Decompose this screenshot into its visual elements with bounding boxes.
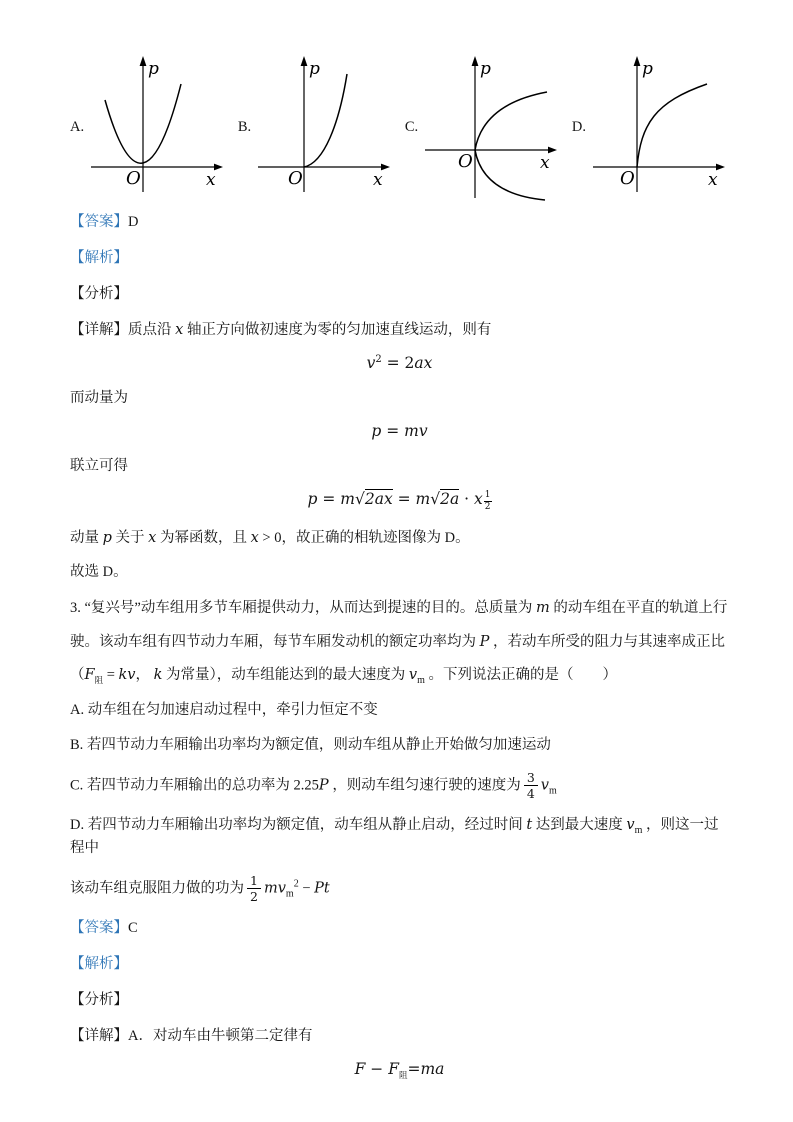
var-mv: mv [263, 880, 286, 897]
p-axis-label: p [480, 59, 492, 79]
option-c-label: C. [404, 118, 419, 135]
var-F: F [84, 667, 95, 684]
graph-option-a [70, 52, 227, 202]
graph-option-c [405, 52, 561, 202]
graph-option-b [238, 52, 394, 202]
jiexi-tag: 【解析】 [70, 956, 128, 973]
var-p: p [371, 422, 382, 441]
q3-option-a [70, 700, 729, 722]
equals: = [392, 490, 416, 509]
fraction-one-half [247, 873, 261, 905]
formula-v-squared [70, 354, 729, 372]
q3-jiexi-line [70, 954, 729, 975]
q3-text: 3. “复兴号”动车组用多节车厢提供动力，从而达到提速的目的。总质量为 [70, 599, 536, 616]
minus-sign: − [298, 880, 315, 897]
graph-a-parabola-up [85, 52, 227, 202]
option-d-label: D. [571, 118, 586, 135]
var-p: p [102, 529, 112, 546]
var-m: m [340, 490, 355, 509]
conclusion-text: 动量 [70, 529, 103, 546]
origin-label: O [126, 168, 141, 189]
var-P: P [318, 777, 329, 794]
var-v: v [626, 817, 635, 834]
radical-icon: √ [354, 490, 365, 509]
var-x: x [474, 490, 483, 509]
q3-line1 [70, 598, 729, 620]
q3-answer-line [70, 918, 729, 939]
q3-option-d-line2 [70, 873, 729, 905]
equals: = [103, 667, 119, 684]
q3-text: 的动车组在平直的轨道上行 [549, 599, 728, 616]
q2-detail-line [70, 320, 729, 341]
exponent-2: 2 [375, 354, 382, 366]
conclusion-text: 关于 [111, 529, 149, 546]
frac-numerator: 1 [484, 490, 491, 501]
subscript-m: m [285, 888, 294, 900]
answer-value: D [128, 214, 139, 230]
radicand-2a: 2a [440, 490, 460, 509]
subscript-m: m [417, 675, 425, 687]
conclusion-text: > 0 [258, 529, 282, 546]
var-v: v [540, 777, 549, 794]
choose-text: 故选 D。 [70, 563, 128, 580]
formula-p-sqrt [70, 490, 729, 512]
q2-choose-line [70, 562, 729, 583]
q3-detail-line [70, 1026, 729, 1047]
option-a-label: A. [70, 118, 85, 135]
var-m: m [415, 490, 431, 509]
q3-option-b [70, 735, 729, 757]
p-axis-label: p [309, 59, 321, 79]
graph-c-parabola-right [419, 52, 561, 202]
x-axis-label: x [540, 153, 550, 173]
var-F: F [354, 1060, 366, 1079]
answer-tag: 【答案】 [70, 920, 128, 936]
dot-operator: · [459, 490, 475, 509]
subscript-m: m [634, 825, 643, 836]
q3-line3 [70, 665, 729, 688]
detail-text: 【详解】A．对动车由牛顿第二定律有 [70, 1028, 313, 1045]
equals: = [317, 490, 341, 509]
option-d-text: 达到最大速度 [532, 817, 627, 834]
q3-text: 驶。该动车组有四节动力车厢，每节车厢发动机的额定功率均为 [70, 633, 480, 650]
q2-momentum-line [70, 388, 729, 409]
p-axis-label: p [148, 59, 159, 79]
var-k: k [153, 667, 163, 684]
x-axis-label: x [373, 170, 383, 190]
answer-options-graphs [70, 52, 729, 202]
var-v: v [366, 354, 376, 373]
subscript-zu: 阻 [94, 675, 104, 686]
formula-p-mv [70, 422, 729, 440]
answer-value: C [128, 920, 138, 936]
graph-d-sqrt-curve [587, 52, 729, 202]
option-b-label: B. [237, 118, 252, 135]
option-c-text: C. 若四节动力车厢输出的总功率为 2.25 [70, 777, 319, 794]
graph-b-concave-up [252, 52, 394, 202]
minus-sign: − [365, 1060, 389, 1079]
var-p: p [307, 490, 318, 509]
equals-2: = 2 [381, 354, 415, 373]
var-x: x [250, 529, 259, 546]
x-axis-label: x [206, 170, 216, 190]
radical-icon: √ [430, 490, 441, 509]
exponent-2: 2 [293, 878, 299, 890]
q2-jiexi-line [70, 248, 729, 269]
subscript-m: m [548, 785, 557, 797]
detail-text: 【详解】质点沿 [70, 322, 176, 339]
var-Pt: Pt [314, 880, 330, 897]
q3-text: ， [135, 667, 154, 684]
q2-combine-line [70, 456, 729, 477]
q3-line2 [70, 632, 729, 654]
var-x: x [148, 529, 157, 546]
momentum-text: 而动量为 [70, 390, 128, 407]
subscript-zu: 阻 [398, 1071, 408, 1082]
var-mv: mv [404, 422, 428, 441]
equals: = [407, 1060, 421, 1079]
var-v: v [408, 667, 418, 684]
fraction-three-quarters [524, 770, 538, 802]
conclusion-text: 为幂函数，且 [156, 529, 251, 546]
frac-denominator: 2 [484, 501, 491, 512]
exponent-half [484, 490, 492, 512]
var-kv: kv [118, 667, 136, 684]
frac-denominator: 2 [250, 889, 258, 905]
option-d-text: D. 若四节动力车厢输出功率均为额定值，动车组从静止启动，经过时间 [70, 817, 527, 834]
q2-answer-line [70, 212, 729, 233]
conclusion-text: ，故正确的相轨迹图像为 D。 [281, 529, 470, 546]
q3-option-d-line1 [70, 815, 729, 860]
var-ma: ma [420, 1060, 445, 1079]
option-d-text: ，则这一过程中 [70, 817, 719, 856]
q3-option-c [70, 770, 729, 802]
var-F: F [388, 1060, 399, 1079]
q3-text: 为常量），动车组能达到的最大速度为 [162, 667, 409, 684]
q3-text: ，若动车所受的阻力与其速率成正比 [489, 633, 726, 650]
option-a-text: A. 动车组在匀加速启动过程中，牵引力恒定不变 [70, 702, 378, 719]
frac-numerator: 1 [247, 873, 261, 890]
var-x: x [175, 322, 184, 339]
fenxi-tag: 【分析】 [70, 992, 128, 1009]
p-axis-label: p [641, 59, 653, 79]
frac-numerator: 3 [524, 770, 538, 787]
combine-text: 联立可得 [70, 458, 128, 475]
q2-conclusion-line [70, 528, 729, 549]
origin-label: O [619, 168, 635, 189]
var-P: P [479, 633, 490, 650]
q2-fenxi-line [70, 284, 729, 305]
formula-newton-second-law [70, 1060, 729, 1081]
option-c-text: ，则动车组匀速行驶的速度为 [328, 777, 521, 794]
jiexi-tag: 【解析】 [70, 250, 128, 267]
option-b-text: B. 若四节动力车厢输出功率均为额定值，则动车组从静止开始做匀加速运动 [70, 737, 551, 754]
var-ax: ax [414, 354, 433, 373]
var-m: m [536, 599, 550, 616]
frac-denominator: 4 [526, 786, 535, 802]
radicand-2ax: 2ax [364, 490, 393, 509]
origin-label: O [288, 168, 303, 189]
q3-text: 。下列说法正确的是（ ） [424, 667, 618, 684]
q3-text: （ [70, 667, 85, 684]
answer-tag: 【答案】 [70, 214, 128, 230]
fenxi-tag: 【分析】 [70, 286, 128, 303]
x-axis-label: x [707, 170, 718, 190]
origin-label: O [458, 151, 473, 172]
option-d-text: 该动车组克服阻力做的功为 [70, 880, 244, 897]
q3-fenxi-line [70, 990, 729, 1011]
equals: = [381, 422, 405, 441]
graph-option-d [572, 52, 729, 202]
detail-text: 轴正方向做初速度为零的匀加速直线运动，则有 [183, 322, 492, 339]
var-t: t [526, 817, 533, 834]
